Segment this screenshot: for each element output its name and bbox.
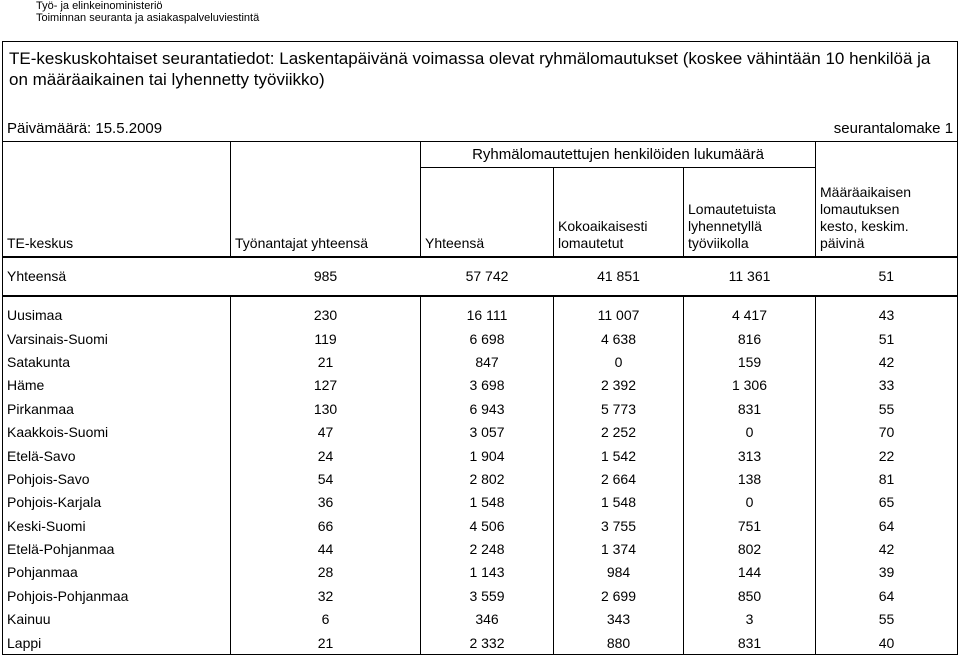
- cell-full: 3 755: [554, 514, 684, 537]
- cell-employers: 32: [231, 584, 421, 607]
- col-header-full-line1: Kokoaikaisesti: [558, 217, 648, 234]
- cell-short: 144: [684, 561, 816, 584]
- cell-employers: 54: [231, 467, 421, 490]
- cell-full: 5 773: [554, 397, 684, 420]
- ministry-name: Työ- ja elinkeinoministeriö: [36, 0, 163, 12]
- cell-region: Kainuu: [3, 608, 231, 631]
- cell-full: 2 664: [554, 467, 684, 490]
- unit-name: Toiminnan seuranta ja asiakaspalveluviestintä: [36, 12, 260, 24]
- cell-full: 984: [554, 561, 684, 584]
- cell-total: 1 548: [421, 491, 554, 514]
- cell-total: 847: [421, 350, 554, 373]
- cell-employers: 230: [231, 304, 421, 327]
- table-row: [3, 584, 958, 607]
- cell-employers: 127: [231, 374, 421, 397]
- cell-total: 4 506: [421, 514, 554, 537]
- table-row: [3, 608, 958, 631]
- cell-total: 1 143: [421, 561, 554, 584]
- table-row: [3, 304, 958, 327]
- col-header-short-line2: lyhennetyllä: [688, 217, 762, 234]
- cell-duration: 42: [816, 537, 958, 560]
- cell-region: Pohjois-Karjala: [3, 491, 231, 514]
- cell-total: 346: [421, 608, 554, 631]
- cell-duration: 22: [816, 444, 958, 467]
- cell-region: Lappi: [3, 631, 231, 655]
- cell-short: 138: [684, 467, 816, 490]
- col-header-region: TE-keskus: [3, 168, 231, 257]
- cell-short: 751: [684, 514, 816, 537]
- table-row: [3, 561, 958, 584]
- header-blank: [231, 142, 421, 168]
- totals-full: 41 851: [554, 257, 684, 296]
- cell-full: 4 638: [554, 327, 684, 350]
- cell-region: Kaakkois-Suomi: [3, 420, 231, 443]
- col-header-duration: [816, 168, 958, 257]
- header-blank: [3, 142, 231, 168]
- totals-duration: 51: [816, 257, 958, 296]
- cell-region: Etelä-Pohjanmaa: [3, 537, 231, 560]
- report-date: Päivämäärä: 15.5.2009: [3, 117, 554, 142]
- report-sheet: [2, 41, 957, 651]
- cell-total: 2 802: [421, 467, 554, 490]
- cell-short: 159: [684, 350, 816, 373]
- cell-short: 831: [684, 397, 816, 420]
- form-label: seurantalomake 1: [554, 117, 958, 142]
- table-row: [3, 631, 958, 655]
- cell-duration: 39: [816, 561, 958, 584]
- cell-region: Keski-Suomi: [3, 514, 231, 537]
- cell-full: 880: [554, 631, 684, 655]
- cell-employers: 119: [231, 327, 421, 350]
- col-header-total: Yhteensä: [421, 168, 554, 257]
- cell-employers: 36: [231, 491, 421, 514]
- table-row: [3, 514, 958, 537]
- cell-full: 1 542: [554, 444, 684, 467]
- col-header-full-line2: lomautetut: [558, 234, 624, 251]
- table-row: [3, 537, 958, 560]
- col-header-dur-line1: Määräaikaisen: [820, 183, 912, 200]
- col-header-dur-line2: lomautuksen: [820, 200, 900, 217]
- region-rows: [3, 304, 958, 655]
- cell-employers: 21: [231, 631, 421, 655]
- col-header-dur-line4: päivinä: [820, 234, 865, 251]
- table-row: [3, 444, 958, 467]
- cell-short: 802: [684, 537, 816, 560]
- cell-duration: 33: [816, 374, 958, 397]
- totals-total: 57 742: [421, 257, 554, 296]
- cell-region: Pohjois-Savo: [3, 467, 231, 490]
- cell-total: 1 904: [421, 444, 554, 467]
- cell-duration: 42: [816, 350, 958, 373]
- cell-employers: 21: [231, 350, 421, 373]
- cell-employers: 130: [231, 397, 421, 420]
- totals-employers: 985: [231, 257, 421, 296]
- table-row: [3, 467, 958, 490]
- cell-employers: 66: [231, 514, 421, 537]
- cell-short: 816: [684, 327, 816, 350]
- cell-duration: 55: [816, 608, 958, 631]
- cell-short: 850: [684, 584, 816, 607]
- cell-region: Uusimaa: [3, 304, 231, 327]
- cell-duration: 64: [816, 514, 958, 537]
- cell-short: 831: [684, 631, 816, 655]
- cell-short: 313: [684, 444, 816, 467]
- table-row: [3, 374, 958, 397]
- cell-duration: 65: [816, 491, 958, 514]
- cell-region: Varsinais-Suomi: [3, 327, 231, 350]
- cell-region: Pohjanmaa: [3, 561, 231, 584]
- cell-employers: 24: [231, 444, 421, 467]
- table-row: [3, 491, 958, 514]
- cell-region: Pohjois-Pohjanmaa: [3, 584, 231, 607]
- cell-region: Satakunta: [3, 350, 231, 373]
- cell-full: 1 548: [554, 491, 684, 514]
- cell-duration: 81: [816, 467, 958, 490]
- cell-full: 11 007: [554, 304, 684, 327]
- cell-employers: 28: [231, 561, 421, 584]
- col-header-short-line3: työviikolla: [688, 234, 749, 251]
- totals-row: [3, 257, 958, 296]
- cell-short: 0: [684, 420, 816, 443]
- cell-short: 3: [684, 608, 816, 631]
- cell-total: 3 057: [421, 420, 554, 443]
- group-header: Ryhmälomautettujen henkilöiden lukumäärä: [421, 142, 816, 168]
- totals-short: 11 361: [684, 257, 816, 296]
- spacer-row: [3, 296, 958, 304]
- table-row: [3, 420, 958, 443]
- cell-full: 2 252: [554, 420, 684, 443]
- cell-total: 6 698: [421, 327, 554, 350]
- header-blank: [816, 142, 958, 168]
- cell-region: Etelä-Savo: [3, 444, 231, 467]
- cell-duration: 40: [816, 631, 958, 655]
- cell-short: 0: [684, 491, 816, 514]
- cell-duration: 64: [816, 584, 958, 607]
- cell-short: 1 306: [684, 374, 816, 397]
- col-header-dur-line3: kesto, keskim.: [820, 217, 909, 234]
- col-header-shortened-week: [684, 168, 816, 257]
- cell-region: Häme: [3, 374, 231, 397]
- cell-total: 16 111: [421, 304, 554, 327]
- cell-duration: 70: [816, 420, 958, 443]
- cell-total: 3 559: [421, 584, 554, 607]
- cell-full: 2 699: [554, 584, 684, 607]
- cell-region: Pirkanmaa: [3, 397, 231, 420]
- cell-short: 4 417: [684, 304, 816, 327]
- cell-total: 6 943: [421, 397, 554, 420]
- cell-full: 2 392: [554, 374, 684, 397]
- col-header-short-line1: Lomautetuista: [688, 200, 776, 217]
- totals-label: Yhteensä: [3, 257, 231, 296]
- cell-full: 343: [554, 608, 684, 631]
- cell-total: 3 698: [421, 374, 554, 397]
- table-row: [3, 397, 958, 420]
- table-row: [3, 350, 958, 373]
- col-header-employers: Työnantajat yhteensä: [231, 168, 421, 257]
- cell-full: 0: [554, 350, 684, 373]
- statistics-table: [2, 41, 958, 655]
- table-row: [3, 327, 958, 350]
- cell-employers: 47: [231, 420, 421, 443]
- cell-employers: 6: [231, 608, 421, 631]
- report-title: TE-keskuskohtaiset seurantatiedot: Laskentapäivänä voimassa olevat ryhmälomautukset (koskee vähintään 10 henkilöä ja on määräaikainen tai lyhennetty työviikko): [3, 42, 958, 117]
- cell-employers: 44: [231, 537, 421, 560]
- cell-duration: 55: [816, 397, 958, 420]
- col-header-full-layoff: [554, 168, 684, 257]
- cell-duration: 43: [816, 304, 958, 327]
- cell-full: 1 374: [554, 537, 684, 560]
- cell-total: 2 332: [421, 631, 554, 655]
- cell-total: 2 248: [421, 537, 554, 560]
- cell-duration: 51: [816, 327, 958, 350]
